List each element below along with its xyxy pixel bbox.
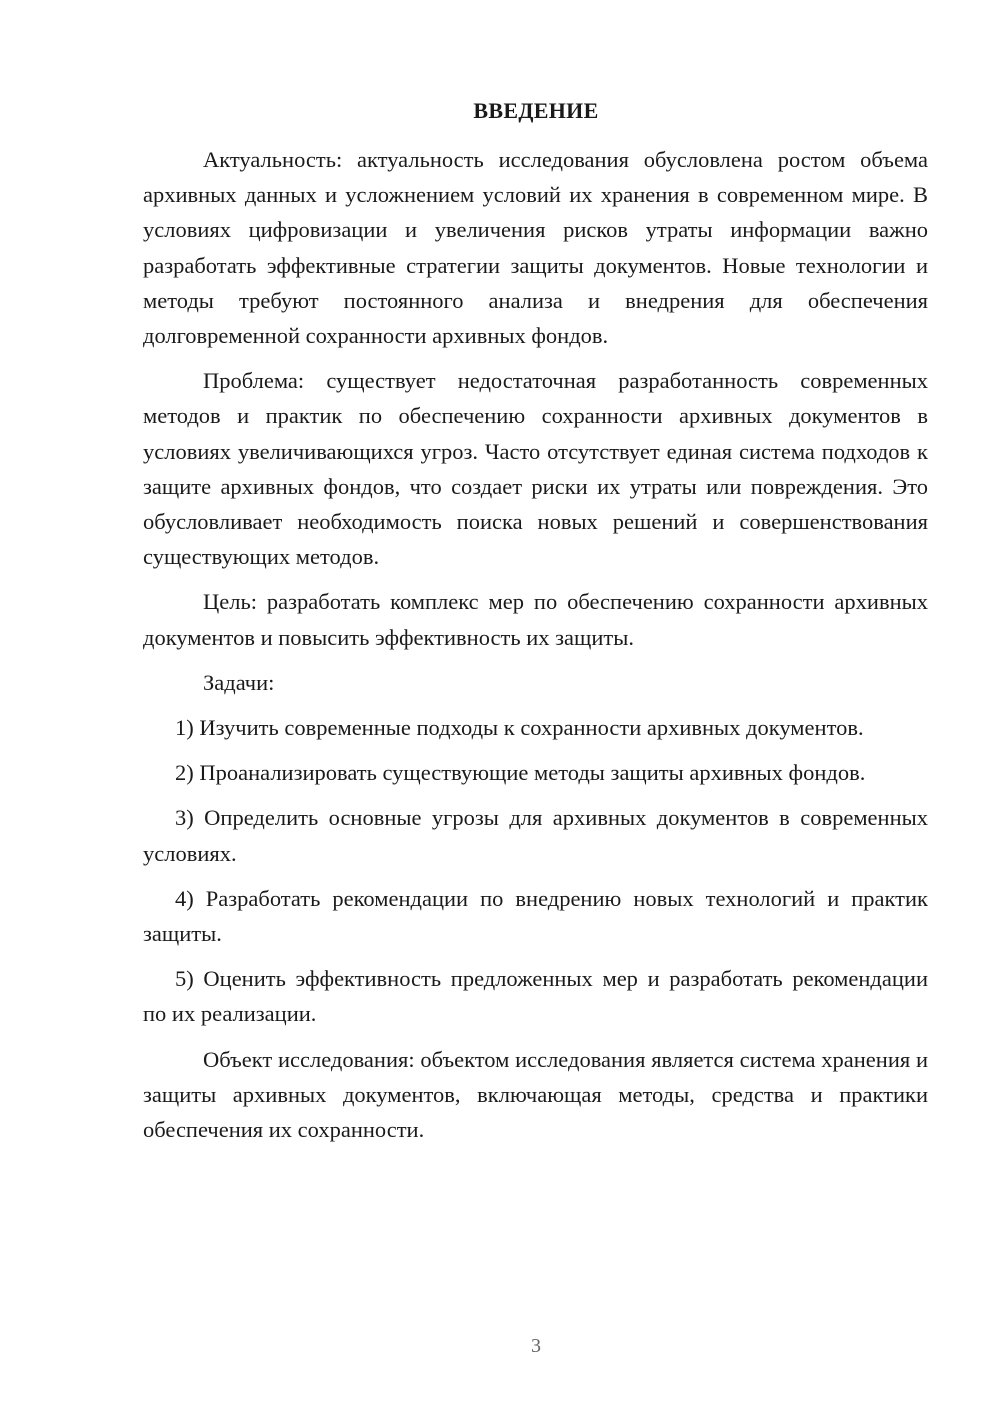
paragraph-problem: Проблема: существует недостаточная разработанность современных методов и практик по обеспечению сохранности архивных документов в условиях увеличивающихся угроз. Часто отсутствует единая система подходов к защите архивных фондов, что создает риски их утраты или повреждения. Это обусловливает необходимость поиска новых решений и совершенствования существующих методов. xyxy=(143,368,928,570)
task-item-5: 5) Оценить эффективность предложенных мер и разработать рекомендации по их реализации. xyxy=(143,966,928,1027)
task-item-3: 3) Определить основные угрозы для архивных документов в современных условиях. xyxy=(143,805,928,866)
document-body xyxy=(143,142,928,1157)
paragraph-goal: Цель: разработать комплекс мер по обеспечению сохранности архивных документов и повысить эффективность их защиты. xyxy=(143,589,928,650)
page-title: ВВЕДЕНИЕ xyxy=(473,98,599,123)
page-number: 3 xyxy=(531,1335,541,1357)
tasks-heading: Задачи: xyxy=(203,669,275,695)
task-item-2: 2) Проанализировать существующие методы защиты архивных фондов. xyxy=(175,760,866,786)
paragraph-relevance: Актуальность: актуальность исследования обусловлена ростом объема архивных данных и усложнением условий их хранения в современном мире. В условиях цифровизации и увеличения рисков утраты информации важно разработать эффективные стратегии защиты документов. Новые технологии и методы требуют постоянного анализа и внедрения для обеспечения долговременной сохранности архивных фондов. xyxy=(143,147,928,349)
task-item-4: 4) Разработать рекомендации по внедрению новых технологий и практик защиты. xyxy=(143,885,928,947)
task-item-1: 1) Изучить современные подходы к сохранности архивных документов. xyxy=(175,715,864,741)
paragraph-object: Объект исследования: объектом исследования является система хранения и защиты архивных документов, включающая методы, средства и практики обеспечения их сохранности. xyxy=(143,1046,928,1143)
